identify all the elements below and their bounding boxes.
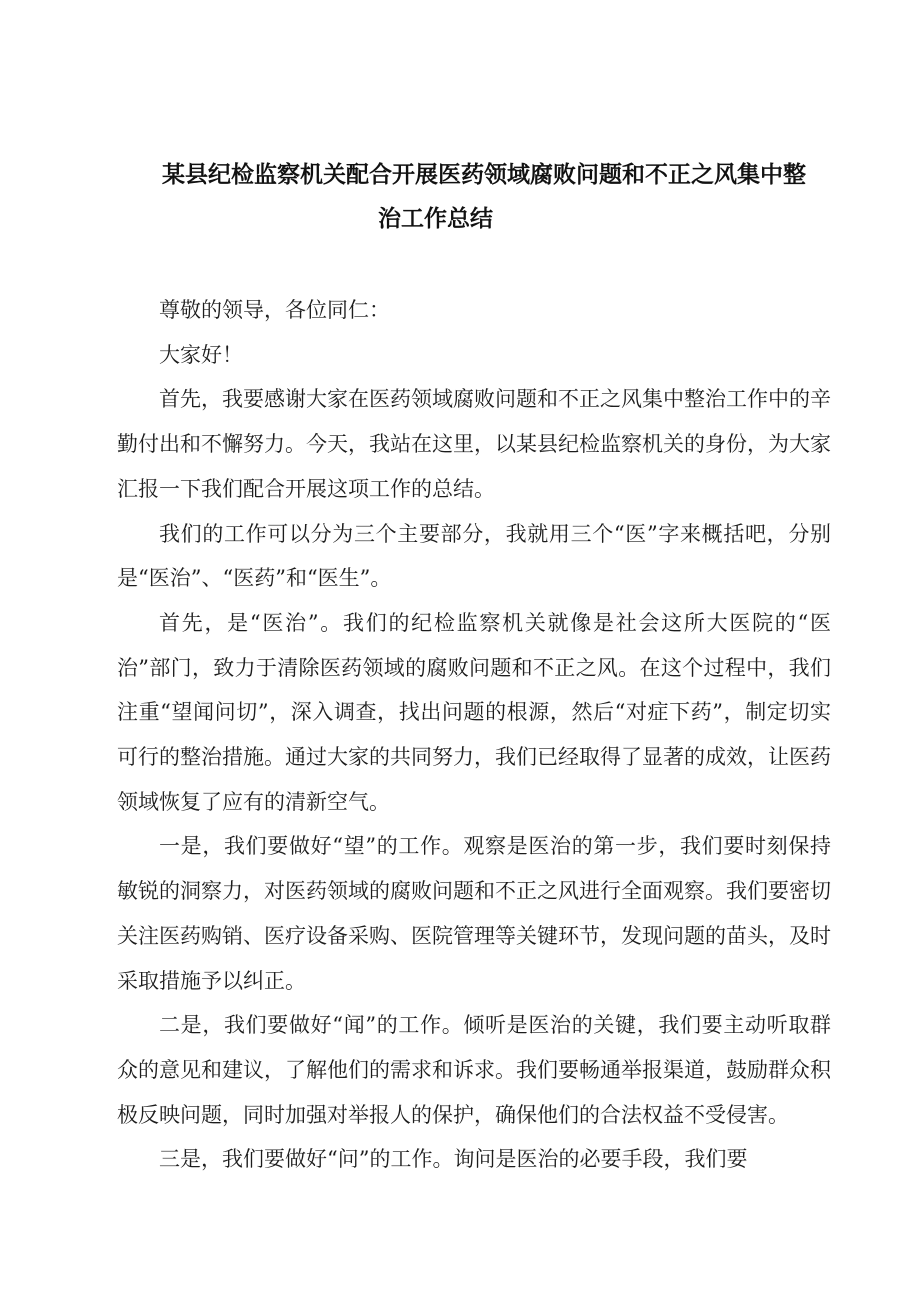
body-paragraph: 二是，我们要做好“闻”的工作。倾听是医治的关键，我们要主动听取群众的意见和建议，了解他们的需求和诉求。我们要畅通举报渠道，鼓励群众积极反映问题，同时加强对举报人的保护，确保他们的合法权益不受侵害。 [117,1013,831,1127]
title-line-1: 某县纪检监察机关配合开展医药领域腐败问题和不正之风集中整 [162,162,806,188]
body-paragraph: 首先，是“医治”。我们的纪检监察机关就像是社会这所大医院的“医治”部门，致力于清除医药领域的腐败问题和不正之风。在这个过程中，我们注重“望闻问切”，深入调查，找出问题的根源，然后“对症下药”，制定切实可行的整治措施。通过大家的共同努力，我们已经取得了显著的成效，让医药领域恢复了应有的清新空气。 [117,610,831,814]
title-line-2: 治工作总结 [378,206,493,232]
body-paragraph: 首先，我要感谢大家在医药领域腐败问题和不正之风集中整治工作中的辛勤付出和不懈努力。今天，我站在这里，以某县纪检监察机关的身份，为大家汇报一下我们配合开展这项工作的总结。 [117,387,831,501]
document-body [117,288,831,1182]
body-paragraph: 我们的工作可以分为三个主要部分，我就用三个“医”字来概括吧，分别是“医治”、“医药”和“医生”。 [117,521,831,591]
body-paragraph: 三是，我们要做好“问”的工作。询问是医治的必要手段，我们要 [159,1147,748,1172]
body-paragraph: 一是，我们要做好“望”的工作。观察是医治的第一步，我们要时刻保持敏锐的洞察力，对医药领域的腐败问题和不正之风进行全面观察。我们要密切关注医药购销、医疗设备采购、医院管理等关键环节，发现问题的苗头，及时采取措施予以纠正。 [117,834,831,993]
salutation-paragraph: 尊敬的领导，各位同仁： [159,298,390,322]
greeting-paragraph: 大家好！ [159,342,243,367]
